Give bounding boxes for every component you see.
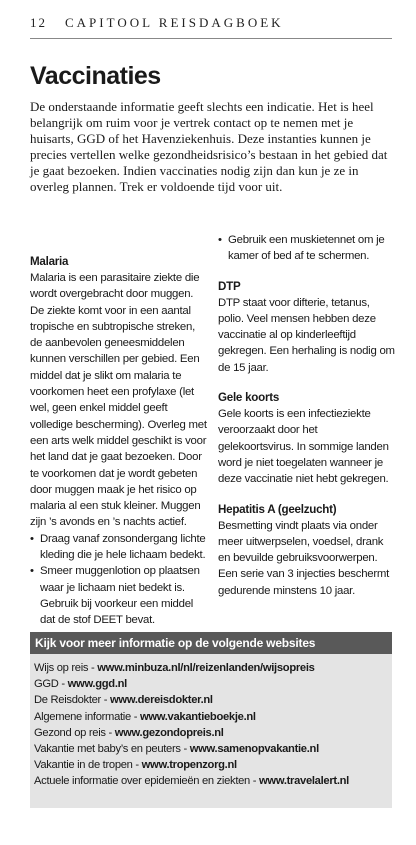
link-item [34, 757, 392, 773]
link-url[interactable]: www.gezondopreis.nl [114, 726, 224, 739]
link-label: Algemene informatie - [34, 710, 140, 723]
right-column [218, 232, 396, 599]
running-head [30, 15, 390, 31]
link-url[interactable]: www.minbuza.nl/nl/reizenlanden/wijsopreis [97, 662, 315, 674]
malaria-bullet: • Gebruik een muskietennet om je kamer of bed af te schermen. [218, 232, 396, 265]
hepatitis-body: Besmetting vindt plaats via onder meer uitwerpselen, voedsel, drank en bevuilde gebruiksvoorwerpen. Een serie van 3 injecties beschermt gedurende minstens 10 jaar. [218, 519, 390, 597]
link-label: Gezond op reis - [34, 726, 115, 739]
link-label: De Reisdokter - [34, 694, 111, 707]
link-label: Vakantie in de tropen - [34, 759, 142, 772]
links-list [30, 654, 392, 790]
link-url[interactable]: www.ggd.nl [67, 678, 127, 691]
page-title: Vaccinaties [30, 62, 161, 90]
gele-koorts-body: Gele koorts is een infectieziekte veroorzaakt door het gelekoortsvirus. In sommige landen word je niet toegelaten wanneer je deze vaccinatie niet hebt gekregen. [218, 408, 389, 486]
page-number: 12 [30, 15, 47, 30]
malaria-heading: Malaria [30, 255, 69, 268]
link-item [34, 692, 392, 708]
link-item [34, 773, 392, 789]
dtp-heading: DTP [218, 279, 241, 293]
link-url[interactable]: www.vakantieboekje.nl [139, 710, 256, 723]
malaria-bullets [30, 531, 210, 629]
links-box-heading: Kijk voor meer informatie op de volgende websites [30, 632, 392, 654]
malaria-bullet: • Smeer muggenlotion op plaatsen waar je lichaam niet bedekt is. Gebruik bij voorkeur een middel dat de stof DEET bevat. [30, 563, 210, 628]
link-url[interactable]: www.dereisdokter.nl [110, 694, 213, 707]
left-column [30, 254, 210, 629]
intro-paragraph: De onderstaande informatie geeft slechts een indicatie. Het is heel belangrijk om ruim voor je vertrek contact op te nemen met je huisarts, GGD of het Havenziekenhuis. Deze instanties kunnen je precies vertellen welke gezondheidsrisico’s bestaan in het gebied dat je gaat bezoeken. Indien vaccinaties nodig zijn dan kun je ze in overleg plannen. Trek er voldoende tijd voor uit. [30, 99, 388, 194]
link-item [34, 709, 392, 725]
malaria-bullet: • Draag vanaf zonsondergang lichte kleding die je hele lichaam bedekt. [30, 531, 210, 564]
link-url[interactable]: www.samenopvakantie.nl [189, 743, 319, 756]
gele-koorts-heading: Gele koorts [218, 391, 280, 405]
header-rule [30, 38, 392, 39]
dtp-section [218, 279, 396, 376]
link-item [34, 660, 392, 676]
link-item [34, 725, 392, 741]
running-title: CAPITOOL REISDAGBOEK [65, 15, 284, 30]
malaria-body: Malaria is een parasitaire ziekte die wordt overgebracht door muggen. De ziekte komt voor in een aantal tropische en subtropische streken, de aanbevolen geneesmiddelen kunnen verschillen per gebied. Een middel dat je slikt om malaria te voorkomen heet een profylaxe (let wel, geen enkel middel geeft volledige bescherming). Overleg met een arts welk middel geschikt is voor het land dat je gaat bezoeken. Door te voorkomen dat je wordt gebeten door muggen maak je het risico op malaria al een stuk kleiner. Muggen zijn ’s avonds en ’s nachts actief. [30, 272, 207, 529]
link-label: Vakantie met baby’s en peuters - [34, 743, 190, 756]
link-label: GGD - [34, 678, 68, 691]
hepatitis-section [218, 502, 396, 599]
link-label: Actuele informatie over epidemieën en ziekten - [34, 775, 260, 788]
link-url[interactable]: www.tropenzorg.nl [141, 759, 237, 772]
link-item [34, 741, 392, 757]
dtp-body: DTP staat voor difterie, tetanus, polio. Veel mensen hebben deze vaccinatie al op kinderleeftijd gekregen. Een herhaling is nodig om de 15 jaar. [218, 296, 395, 374]
hepatitis-heading: Hepatitis A (geelzucht) [218, 502, 337, 516]
gele-koorts-section [218, 390, 396, 487]
links-box [30, 632, 392, 808]
link-url[interactable]: www.travelalert.nl [259, 775, 349, 788]
link-label: Wijs op reis - [34, 662, 98, 674]
link-item [34, 676, 392, 692]
malaria-bullets-continued [218, 232, 396, 265]
